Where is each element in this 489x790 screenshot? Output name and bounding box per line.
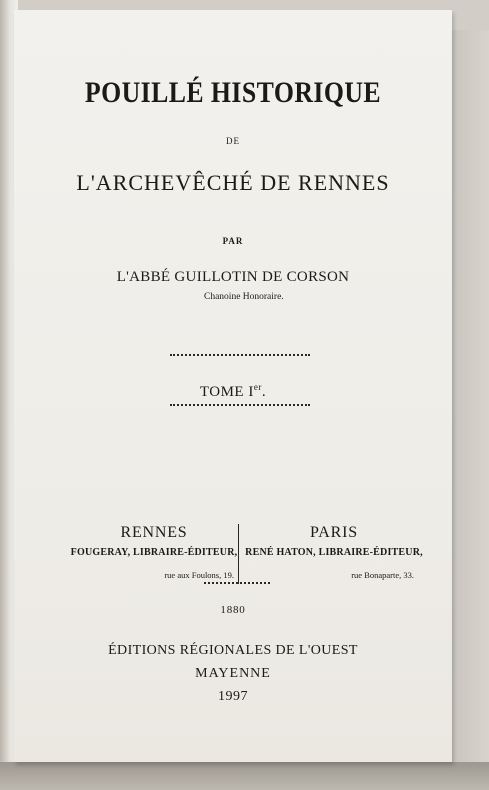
reprint-year: 1997 xyxy=(218,689,248,704)
publisher-address: rue aux Foulons, 19. xyxy=(164,570,234,580)
volume-label: TOME Ier. xyxy=(199,382,267,400)
page-edge xyxy=(452,30,489,790)
publisher-name: RENÉ HATON, LIBRAIRE-ÉDITEUR, xyxy=(245,547,423,558)
divider-year xyxy=(204,582,270,584)
author-name: L'ABBÉ GUILLOTIN DE CORSON xyxy=(116,269,350,285)
book-bottom-edge xyxy=(0,762,489,790)
author-role: Chanoine Honoraire. xyxy=(204,292,284,302)
title-page xyxy=(14,10,452,762)
publisher-city: RENNES xyxy=(120,524,188,541)
divider-bottom xyxy=(170,404,310,406)
reprint-city: MAYENNE xyxy=(195,666,271,681)
book-title: POUILLÉ HISTORIQUE xyxy=(84,76,382,109)
publisher-address: rue Bonaparte, 33. xyxy=(351,570,414,580)
book-subtitle: L'ARCHEVÊCHÉ DE RENNES xyxy=(76,170,390,195)
by-label: PAR xyxy=(222,236,244,246)
original-year: 1880 xyxy=(220,604,246,616)
divider-top xyxy=(170,354,310,356)
publisher-separator xyxy=(238,524,239,584)
publisher-name: FOUGERAY, LIBRAIRE-ÉDITEUR, xyxy=(70,547,238,558)
publisher-right xyxy=(244,524,424,580)
publisher-left xyxy=(64,524,244,580)
reprint-publisher: ÉDITIONS RÉGIONALES DE L'OUEST xyxy=(108,643,358,658)
title-connector: DE xyxy=(226,136,240,146)
publisher-city: PARIS xyxy=(310,524,358,541)
